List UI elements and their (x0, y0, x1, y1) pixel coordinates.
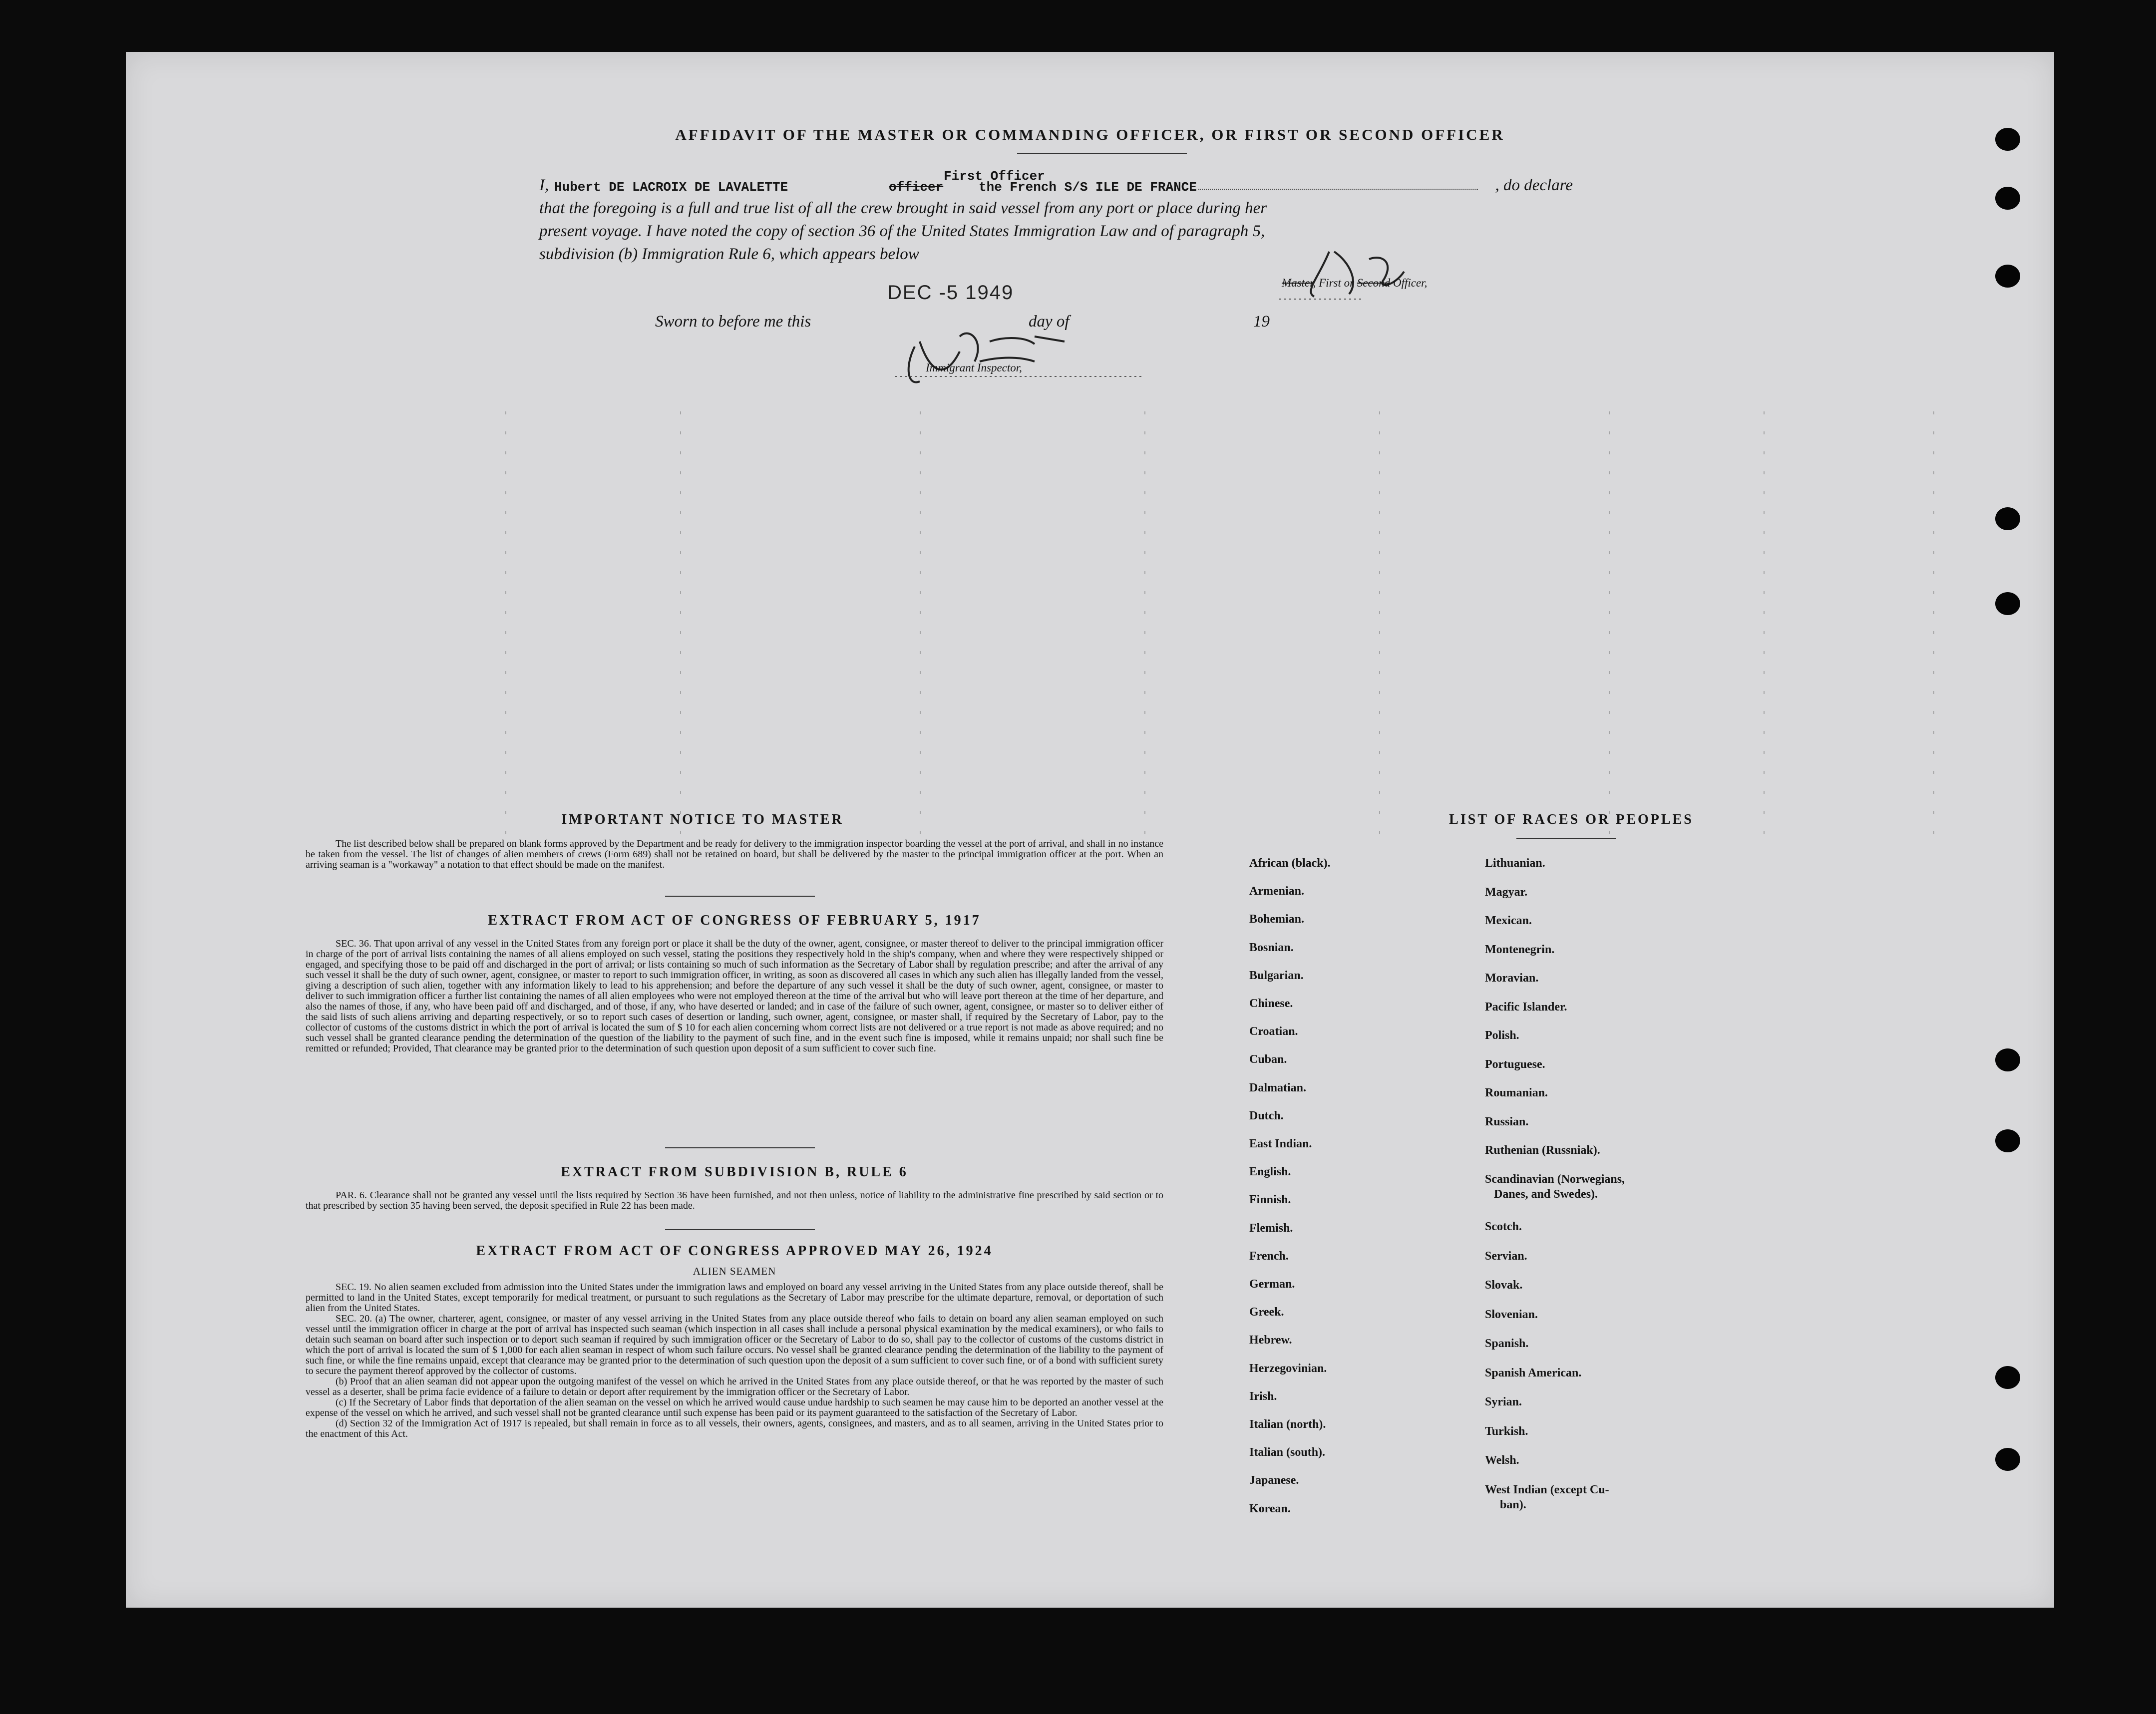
race-item: Hebrew. (1249, 1334, 1292, 1347)
race-item: Moravian. (1485, 972, 1539, 985)
punch-hole (1995, 265, 2020, 288)
typed-rank: First Officer (944, 169, 1045, 184)
extract3-sec20c: (c) If the Secretary of Labor finds that deportation of the alien seaman on the vessel on which he arrived would cause undue hardship to such seamen he may cause him to be deported an another vessel at the expense of the vessel on which he arrived, and such vessel shall not be granted clearance until such expense has been paid or its payment guaranteed to the satisfaction of the Secretary of Labor. (306, 1397, 1163, 1418)
race-item: West Indian (except Cu- (1485, 1483, 1609, 1496)
race-item: Danes, and Swedes). (1494, 1187, 1598, 1201)
race-item: Herzegovinian. (1249, 1362, 1327, 1375)
day-of-text: day of (1029, 313, 1070, 331)
race-item: Magyar. (1485, 885, 1528, 899)
race-item: African (black). (1249, 857, 1331, 870)
punch-hole (1995, 128, 2020, 151)
race-item: Chinese. (1249, 997, 1293, 1010)
fill-line (1198, 189, 1478, 190)
affidavit-line-2: that the foregoing is a full and true list of all the crew brought in said vessel from any port or place during her (539, 199, 1267, 217)
affidavit-line-4: subdivision (b) Immigration Rule 6, which appears below (539, 245, 919, 263)
race-item: Dalmatian. (1249, 1081, 1306, 1094)
races-title-underline (1516, 838, 1616, 839)
race-item: Ruthenian (Russniak). (1485, 1144, 1600, 1157)
affidavit-line-3: present voyage. I have noted the copy of section 36 of the United States Immigration Law and of paragraph 5, (539, 222, 1265, 240)
extract3-sec20d: (d) Section 32 of the Immigration Act of 1917 is repealed, but shall remain in force as to all vessels, their owners, agents, consignees, and masters, and as to all seamen, arriving in the United States prior to the enactment of this Act. (306, 1418, 1163, 1439)
race-item: Syrian. (1485, 1395, 1522, 1408)
extract3-sec20b: (b) Proof that an alien seaman did not appear upon the outgoing manifest of the vessel on which he arrived in the United States from any place outside thereof, or that he was reported by the master of such vessel as a deserter, shall be prima facie evidence of a failure to detain or deport after requirement by the immigration officer or the Secretary of Labor. (306, 1376, 1163, 1397)
punch-hole (1995, 187, 2020, 210)
extract3-subtitle: ALIEN SEAMEN (693, 1265, 776, 1277)
race-item: Armenian. (1249, 885, 1304, 898)
race-item: Korean. (1249, 1502, 1291, 1515)
race-item: Flemish. (1249, 1221, 1293, 1235)
race-item: Finnish. (1249, 1193, 1291, 1207)
divider (665, 896, 815, 897)
officer-title-line (1282, 277, 1427, 290)
document-page (126, 52, 2054, 1608)
affidavit-i: I, (539, 176, 549, 194)
race-item: Cuban. (1249, 1053, 1287, 1066)
race-item: Bulgarian. (1249, 969, 1304, 982)
extract1-body: SEC. 36. That upon arrival of any vessel in the United States from any foreign port or place it shall be the duty of the owner, agent, consignee, or master thereof to deliver to the principal immigration officer in charge of the port of arrival lists containing the names of all aliens employed on such vessel, stating the positions they respectively hold in the ship's company, when and where they were respectively shipped or engaged, and specifying those to be paid off and discharged in the port of arrival; or lists containing so much of such information as the Secretary of Labor shall by regulation prescribe; and after the arrival of any such vessel it shall be the duty of such owner, agent, consignee, or master to report to such immigration officer, in writing, as soon as discovered all cases in which any such alien has illegally landed from the vessel, giving a description of such alien, together with any information likely to lead to his apprehension; and before the departure of any such vessel it shall be the duty of such owner, agent, consignee, or master to deliver to such immigration officer a further list containing the names of all alien employees who were not employed thereon at the time of the arrival but who will leave port thereon at the time of her departure, and also the names of those, if any, who have been paid off and discharged, and of those, if any, who have deserted or landed; and in case of the failure of such owner, agent, consignee, or master so to deliver either of the said lists of such aliens arriving and departing respectively, or so to report such cases of desertion or landing, such owner, agent, consignee, or master shall, if required by the Secretary of Labor, pay to the collector of customs of the customs district in which the port of arrival is located the sum of $ 10 for each alien concerning whom correct lists are not delivered or a true report is not made as above required; and no such vessel shall be granted clearance pending the determination of the question of the liability to the payment of such fine, and in the event such fine is imposed, while it remains unpaid; nor shall such fine be remitted or refunded; Provided, That clearance may be granted prior to the determination of such question upon deposit of a sum sufficient to cover such fine. (306, 938, 1163, 1054)
race-item: Polish. (1485, 1029, 1519, 1042)
typed-officer-name: Hubert DE LACROIX DE LAVALETTE (554, 180, 788, 195)
race-item: Lithuanian. (1485, 857, 1545, 870)
race-item: Roumanian. (1485, 1086, 1548, 1099)
race-item: Russian. (1485, 1115, 1529, 1128)
race-item: Turkish. (1485, 1424, 1528, 1438)
extract3-sec19: SEC. 19. No alien seamen excluded from admission into the United States under the immigration laws and employed on board any vessel arriving in the United States from any place outside thereof, shall be permitted to land in the United States, except temporarily for medical treatment, or pursuant to such regulations as the Secretary of Labor may prescribe for the ultimate departure, removal, or deportation of such alien from the United States. (306, 1282, 1163, 1314)
race-item: English. (1249, 1165, 1291, 1179)
race-item: Slovak. (1485, 1279, 1523, 1292)
divider (665, 1147, 815, 1148)
race-item: Italian (north). (1249, 1418, 1326, 1431)
race-item: Welsh. (1485, 1454, 1519, 1467)
officer-first: , First or (1313, 277, 1355, 289)
race-item: Spanish American. (1485, 1366, 1582, 1379)
race-item: Pacific Islander. (1485, 1000, 1567, 1014)
race-item: Irish. (1249, 1389, 1277, 1403)
form-column-guide (920, 411, 921, 841)
form-column-guide (1379, 411, 1380, 841)
form-column-guide (1609, 411, 1610, 841)
form-column-guide (1764, 411, 1765, 841)
race-item: German. (1249, 1278, 1295, 1291)
officer-word: Officer, (1393, 277, 1428, 289)
race-item: Montenegrin. (1485, 943, 1555, 956)
struck-word: officer (889, 180, 944, 195)
affidavit-line-1 (539, 169, 1573, 197)
race-item: Scandinavian (Norwegians, (1485, 1172, 1625, 1186)
race-item: Slovenian. (1485, 1308, 1538, 1321)
form-column-guide (680, 411, 681, 841)
divider (665, 1229, 815, 1230)
race-item: Greek. (1249, 1306, 1284, 1319)
race-item: Portuguese. (1485, 1057, 1545, 1071)
race-item: Dutch. (1249, 1109, 1284, 1122)
do-declare: , do declare (1495, 176, 1573, 194)
race-item: Bosnian. (1249, 941, 1294, 954)
form-column-guide (505, 411, 506, 841)
race-item: Mexican. (1485, 914, 1532, 927)
punch-hole (1995, 1448, 2020, 1471)
race-item: Scotch. (1485, 1220, 1522, 1233)
extract2-body: PAR. 6. Clearance shall not be granted any vessel until the lists required by Section 36 have been furnished, and not then unless, notice of liability to the administrative fine prescribed by said section or to that prescribed by section 35 having been served, the deposit specified in Rule 22 has been made. (306, 1190, 1163, 1211)
race-item: East Indian. (1249, 1137, 1312, 1150)
officer-signature (1274, 232, 1499, 307)
race-item: Spanish. (1485, 1337, 1529, 1350)
race-item: French. (1249, 1249, 1289, 1263)
punch-hole (1995, 507, 2020, 530)
title-underline (1017, 153, 1187, 154)
form-column-guide (1933, 411, 1934, 841)
year-text: 19 (1253, 313, 1270, 331)
date-stamp: DEC -5 1949 (887, 282, 1014, 304)
punch-hole (1995, 1048, 2020, 1071)
notice-title: IMPORTANT NOTICE TO MASTER (561, 812, 844, 827)
struck-second: Second (1357, 277, 1391, 289)
extract3-body (306, 1282, 1163, 1439)
race-item: Italian (south). (1249, 1446, 1326, 1459)
punch-hole (1995, 592, 2020, 615)
extract1-title: EXTRACT FROM ACT OF CONGRESS OF FEBRUARY 5, 1917 (488, 913, 981, 928)
race-item: Servian. (1485, 1249, 1527, 1263)
race-item: Croatian. (1249, 1025, 1298, 1038)
race-item: Bohemian. (1249, 913, 1305, 926)
race-item: Japanese. (1249, 1474, 1299, 1487)
typed-vessel: the French S/S ILE DE FRANCE (979, 180, 1197, 195)
form-column-guide (1144, 411, 1145, 841)
inspector-label: Immigrant Inspector, (926, 361, 1022, 374)
punch-hole (1995, 1129, 2020, 1152)
races-title: LIST OF RACES OR PEOPLES (1449, 812, 1694, 827)
extract2-title: EXTRACT FROM SUBDIVISION B, RULE 6 (561, 1164, 908, 1180)
sworn-text: Sworn to before me this (655, 313, 811, 331)
extract3-sec20a: SEC. 20. (a) The owner, charterer, agent, consignee, or master of any vessel arriving in the United States from any place outside thereof who fails to detain on board any alien seaman employed on such vessel until the immigration officer in charge at the port of arrival has inspected such seaman (which inspection in all cases shall include a personal physical examination by the medical examiners), or who fails to detain such seaman on board after such inspection or to deport such seaman if required by such immigration officer or the Secretary of Labor to do so, shall pay to the collector of customs of the customs district in which the port of arrival is located the sum of $ 1,000 for each alien seaman in respect of whom such failure occurs. No vessel shall be granted clearance pending the determination of the liability to the payment of such fine, or while the fine remains unpaid, except that clearance may be granted prior to the determination of such question upon the deposit of a sum sufficient to cover such fine, or of a bond with sufficient surety to secure the payment thereof approved by the collector of customs. (306, 1313, 1163, 1376)
struck-master: Master (1282, 277, 1313, 289)
extract3-title: EXTRACT FROM ACT OF CONGRESS APPROVED MAY 26, 1924 (476, 1243, 993, 1259)
notice-body: The list described below shall be prepared on blank forms approved by the Department and be ready for delivery to the immigration inspector boarding the vessel at the port of arrival, and shall in no instance be taken from the vessel. The list of changes of alien members of crews (Form 689) shall not be retained on board, but shall be delivered by the master to the principal immigration officer at the port. When an arriving seaman is a "workaway" a notation to that effect should be made on the manifest. (306, 838, 1163, 870)
inspector-signature (885, 307, 1164, 406)
affidavit-title: AFFIDAVIT OF THE MASTER OR COMMANDING OFFICER, OR FIRST OR SECOND OFFICER (675, 126, 1505, 143)
punch-hole (1995, 1366, 2020, 1389)
race-item: ban). (1500, 1498, 1526, 1511)
